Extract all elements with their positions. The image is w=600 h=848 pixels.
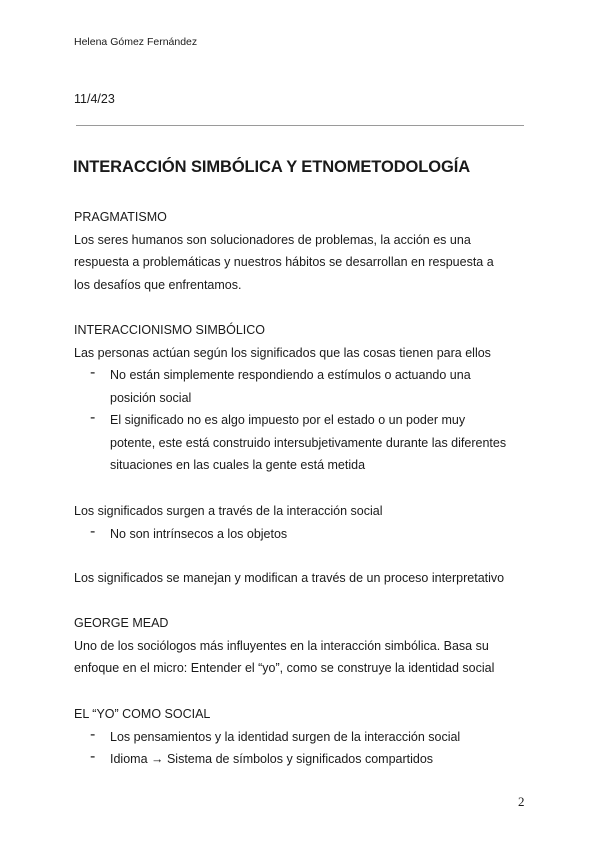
section-interaccionismo [74,319,526,477]
list-item-line: Idioma → Sistema de símbolos y significados compartidos [110,752,434,766]
section-pragmatismo [74,206,526,296]
paragraph-line: Uno de los sociólogos más influyentes en la interacción simbólica. Basa su [74,638,489,653]
paragraph-line: respuesta a problemáticas y nuestros hábitos se desarrollan en respuesta a [74,255,494,269]
paragraph-proceso [74,567,526,590]
list-item-line: situaciones en las cuales la gente está metida [110,458,366,472]
list-item [74,364,526,409]
section-heading: PRAGMATISMO [74,210,167,224]
bullet-marker: - [90,725,96,743]
paragraph-line: Las personas actúan según los significados que las cosas tienen para ellos [74,345,491,360]
list-item-line: posición social [110,390,192,405]
section-george-mead [74,612,526,680]
list-item-line: Los pensamientos y la identidad surgen de la interacción social [110,729,461,744]
list-item-line: potente, este está construido intersubjetivamente durante las diferentes [110,435,507,450]
bullet-marker: - [90,409,96,426]
document-title: INTERACCIÓN SIMBÓLICA Y ETNOMETODOLOGÍA [73,158,471,176]
bullet-marker: - [90,748,96,765]
paragraph-line: Los significados surgen a través de la interacción social [74,504,383,518]
section-yo-social [74,703,526,771]
list-item [74,726,526,749]
section-heading: EL “YO” COMO SOCIAL [74,707,211,721]
paragraph-line: los desafíos que enfrentamos. [74,277,242,292]
section-heading: INTERACCIONISMO SIMBÓLICO [74,323,265,337]
bullet-marker: - [90,522,96,540]
paragraph-line: enfoque en el micro: Entender el “yo”, como se construye la identidad social [74,661,495,675]
list-item-line: No son intrínsecos a los objetos [110,526,288,541]
list-item-line: El significado no es algo impuesto por el estado o un poder muy [110,413,466,427]
page-number: 2 [518,794,525,809]
author-name: Helena Gómez Fernández [74,36,198,48]
document-date: 11/4/23 [74,92,115,106]
list-item [74,409,526,477]
list-item [74,748,526,771]
list-item [74,523,526,546]
paragraph-line: Los significados se manejan y modifican a través de un proceso interpretativo [74,571,505,585]
bullet-marker: - [90,364,96,381]
paragraph-significados [74,500,526,545]
horizontal-rule [76,125,524,126]
section-heading: GEORGE MEAD [74,616,169,630]
paragraph-line: Los seres humanos son solucionadores de problemas, la acción es una [74,232,471,247]
list-item-line: No están simplemente respondiendo a estímulos o actuando una [110,368,471,382]
